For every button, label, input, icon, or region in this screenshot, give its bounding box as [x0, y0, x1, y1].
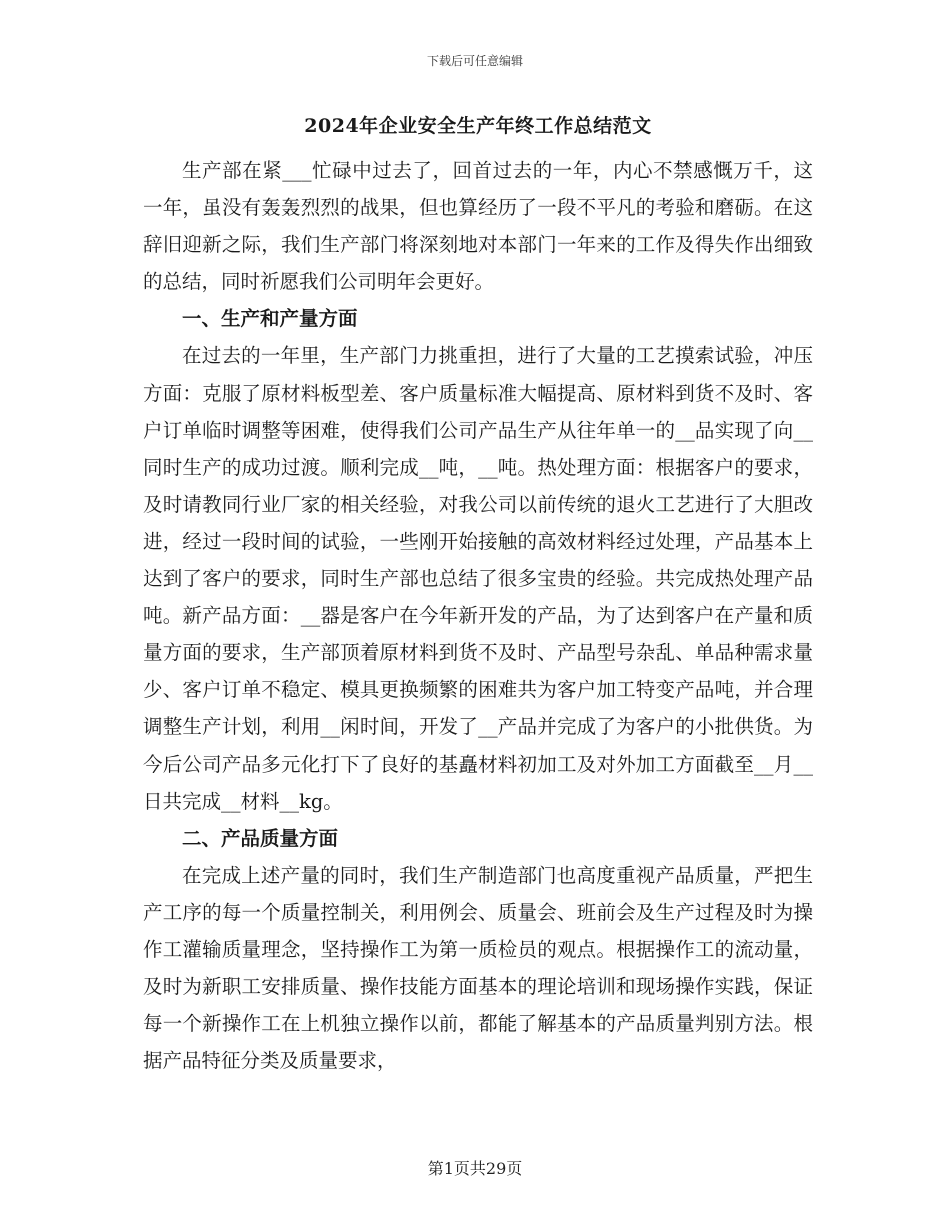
paragraph-intro: 生产部在紧___忙碌中过去了，回首过去的一年，内心不禁感慨万千，这一年，虽没有轰轰烈烈的战果，但也算经历了一段不平凡的考验和磨砺。在这辞旧迎新之际，我们生产部门将深刻地对本部门一年来的工作及得失作出细致的总结，同时祈愿我们公司明年会更好。	[143, 159, 813, 294]
paragraph-quality: 在完成上述产量的同时，我们生产制造部门也高度重视产品质量，严把生产工序的每一个质量控制关，利用例会、质量会、班前会及生产过程及时为操作工灌输质量理念，坚持操作工为第一质检员的观点。根据操作工的流动量，及时为新职工安排质量、操作技能方面基本的理论培训和现场操作实践，保证每一个新操作工在上机独立操作以前，都能了解基本的产品质量判别方法。根据产品特征分类及质量要求，	[143, 863, 813, 1073]
page-number: 第1页共29页	[427, 1159, 523, 1178]
paragraph-production: 在过去的一年里，生产部门力挑重担，进行了大量的工艺摸索试验，冲压方面：克服了原材料板型差、客户质量标准大幅提高、原材料到货不及时、客户订单临时调整等困难，使得我们公司产品生产从往年单一的__品实现了向__同时生产的成功过渡。顺利完成__吨，__吨。热处理方面：根据客户的要求，及时请教同行业厂家的相关经验，对我公司以前传统的退火工艺进行了大胆改进，经过一段时间的试验，一些刚开始接触的高效材料经过处理，产品基本上达到了客户的要求，同时生产部也总结了很多宝贵的经验。共完成热处理产品吨。新产品方面：__器是客户在今年新开发的产品，为了达到客户在产量和质量方面的要求，生产部顶着原材料到货不及时、产品型号杂乱、单品种需求量少、客户订单不稳定、模具更换频繁的困难共为客户加工特变产品吨，并合理调整生产计划，利用__闲时间，开发了__产品并完成了为客户的小批供货。为今后公司产品多元化打下了良好的基矗材料初加工及对外加工方面截至__月__日共完成__材料__kg。	[143, 344, 813, 813]
header-note: 下载后可任意编辑	[426, 54, 523, 68]
document-body	[143, 110, 813, 1079]
section-heading-production: 一、生产和产量方面	[182, 307, 358, 331]
document-title: 2024年企业安全生产年终工作总结范文	[304, 115, 652, 137]
section-heading-quality: 二、产品质量方面	[182, 826, 339, 850]
